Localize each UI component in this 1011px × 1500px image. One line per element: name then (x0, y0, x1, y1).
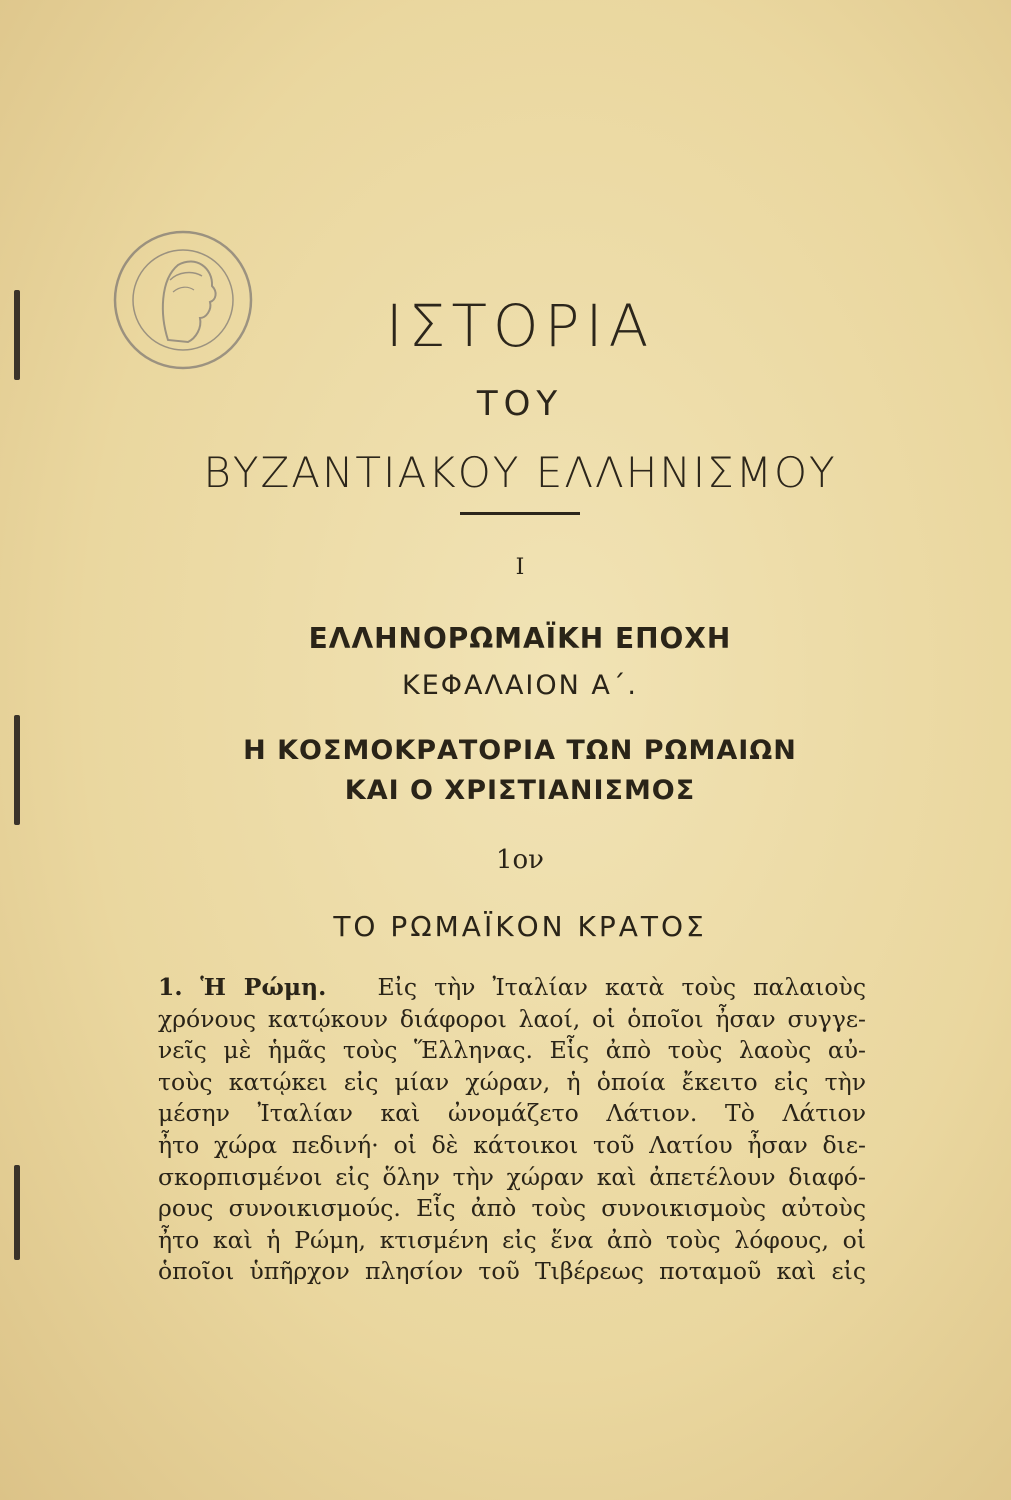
binding-staple (14, 715, 20, 825)
body-paragraph (158, 972, 866, 1288)
book-subtitle-line-1: ΤΟΥ (476, 384, 564, 424)
section-number: 1ον (495, 845, 544, 875)
chapter-title-line-1: Η ΚΟΣΜΟΚΡΑΤΟΡΙΑ ΤΩΝ ΡΩΜΑΙΩΝ (243, 735, 797, 766)
binding-staple (14, 290, 20, 380)
paragraph-line: τοὺς κατῴκει εἰς μίαν χώραν, ἡ ὁποία ἔκειτο εἰς τὴν (158, 1067, 866, 1096)
title-divider (460, 512, 580, 515)
paragraph-line (158, 972, 866, 1004)
binding-staple (14, 1165, 20, 1260)
paragraph-line-text: Εἰς τὴν Ἰταλίαν κατὰ τοὺς παλαιοὺς (377, 973, 866, 1001)
era-heading: ΕΛΛΗΝΟΡΩΜΑΪΚΗ ΕΠΟΧΗ (308, 622, 732, 655)
paragraph-line: νεῖς μὲ ἡμᾶς τοὺς Ἕλληνας. Εἷς ἀπὸ τοὺς λαοὺς αὐ- (158, 1036, 866, 1065)
paragraph-line: ὁποῖοι ὑπῆρχον πλησίον τοῦ Τιβέρεως ποταμοῦ καὶ εἰς (158, 1257, 866, 1286)
chapter-title-line-2: ΚΑΙ Ο ΧΡΙΣΤΙΑΝΙΣΜΟΣ (344, 775, 696, 806)
paragraph-line: χρόνους κατῴκουν διάφοροι λαοί, οἱ ὁποῖοι ἦσαν συγγε- (158, 1004, 866, 1033)
paragraph-line: ἦτο καὶ ἡ Ρώμη, κτισμένη εἰς ἕνα ἀπὸ τοὺς λόφους, οἱ (158, 1225, 866, 1254)
paragraph-line: ἦτο χώρα πεδινή· οἱ δὲ κάτοικοι τοῦ Λατίου ἦσαν διε- (158, 1130, 866, 1159)
chapter-heading: ΚΕΦΑΛΑΙΟΝ Α΄. (402, 670, 638, 701)
volume-number: I (515, 555, 525, 580)
paragraph-line: μέσην Ἰταλίαν καὶ ὠνομάζετο Λάτιον. Τὸ Λάτιον (158, 1099, 866, 1128)
section-title: ΤΟ ΡΩΜΑΪΚΟΝ ΚΡΑΤΟΣ (333, 910, 707, 943)
book-subtitle-line-2: ΒΥΖΑΝΤΙΑΚΟΥ ΕΛΛΗΝΙΣΜΟΥ (203, 448, 837, 497)
paragraph-line: σκορπισμένοι εἰς ὅλην τὴν χώραν καὶ ἀπετέλουν διαφό- (158, 1162, 866, 1191)
paragraph-lead: 1. Ἡ Ρώμη. (158, 973, 327, 1001)
book-title: ΙΣΤΟΡΙΑ (385, 292, 655, 360)
paragraph-line: ρους συνοικισμούς. Εἷς ἀπὸ τοὺς συνοικισμοὺς αὐτοὺς (158, 1194, 866, 1223)
